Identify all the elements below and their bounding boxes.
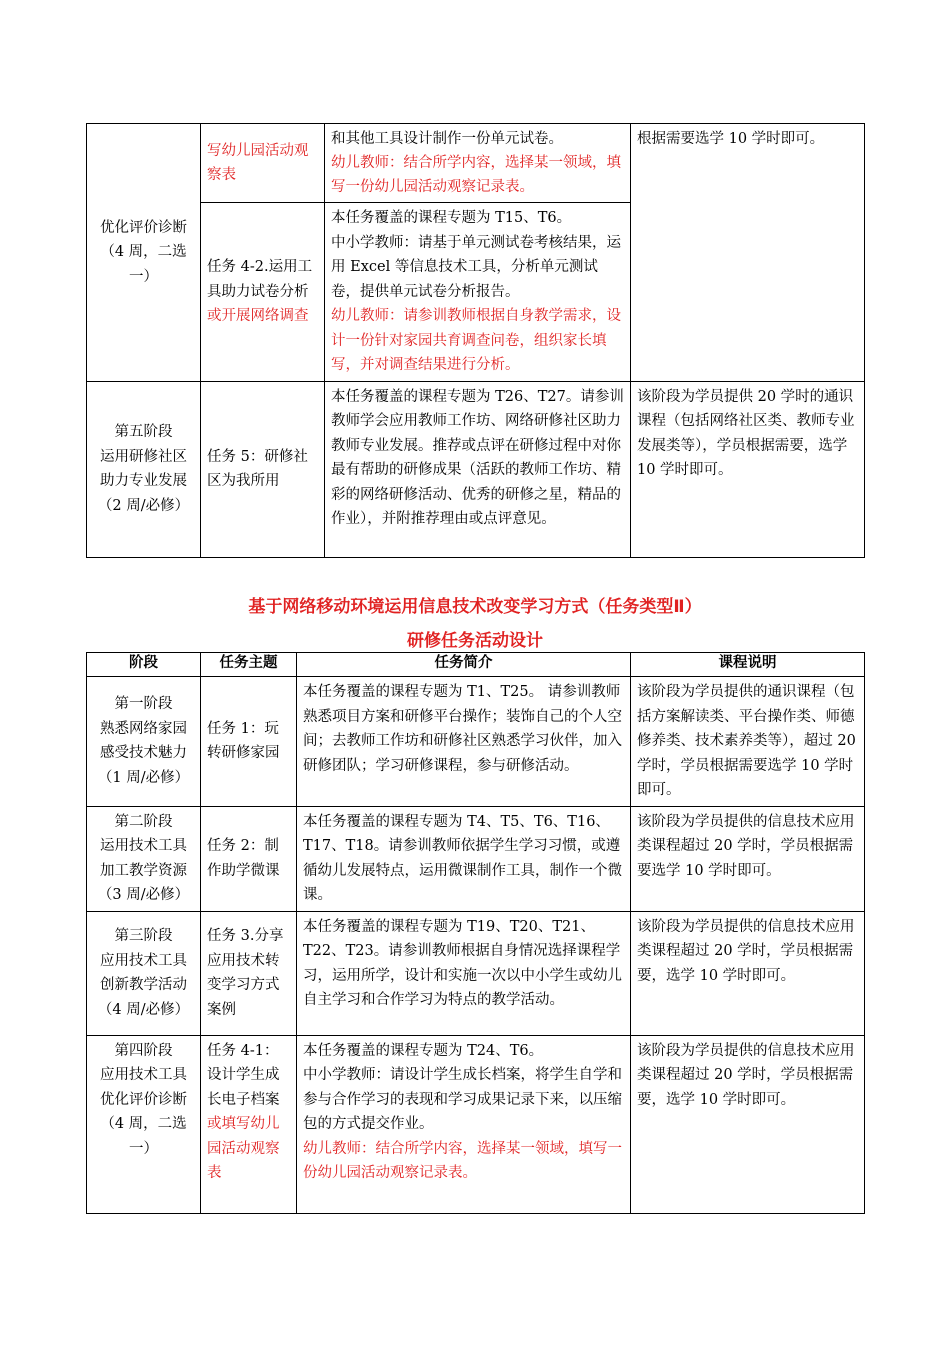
intro-text: 本任务覆盖的课程专题为 T1、T25。 请参训教师熟悉项目方案和研修平台操作；装饰自己的个人空间；去教师工作坊和研修社区熟悉学习伙伴，加入研修团队；学习研修课程，参与研修活动。 [303, 684, 622, 774]
note-cell [631, 806, 865, 911]
note-cell [631, 1035, 865, 1213]
note-text: 该阶段为学员提供的信息技术应用类课程超过 20 学时，学员根据需要，选学 10 学时即可。 [637, 1042, 855, 1108]
task-label: 任务 5：研修社区为我所用 [207, 448, 308, 489]
stage-label: （2 周/必修） [97, 497, 190, 514]
note-cell [631, 381, 865, 557]
intro-text-red: 幼儿教师：结合所学内容，选择某一领域，填写一份幼儿园活动观察记录表。 [331, 155, 621, 195]
stage-label: 运用研修社区助力专业发展 [100, 448, 187, 489]
stage-label: 第一阶段 [114, 696, 173, 713]
task-cell [201, 677, 297, 807]
intro-text: 本任务覆盖的课程专题为 T19、T20、T21、T22、T23。请参训教师根据自身情况选择课程学习，运用所学，设计和实施一次以中小学生或幼儿自主学习和合作学习为特点的教学活动。 [303, 918, 622, 1008]
task-cell [201, 911, 297, 1035]
note-text: 该阶段为学员提供的通识课程（包括方案解读类、平台操作类、师德修养类、技术素养类等），超过 20 学时，学员根据需要选学 10 学时即可。 [637, 684, 856, 798]
intro-cell [325, 124, 631, 203]
stage-label: （3 周/必修） [97, 887, 190, 903]
stage-cell [87, 381, 201, 557]
task-label: 任务 4-1：设计学生成长电子档案 [207, 1042, 280, 1108]
intro-cell [297, 806, 631, 911]
task-label-red: 或填写幼儿园活动观察表 [207, 1116, 280, 1181]
intro-text: 和其他工具设计制作一份单元试卷。 [331, 131, 563, 147]
header-task: 任务主题 [201, 653, 297, 677]
task-cell [201, 1035, 297, 1213]
stage-label: 应用技术工具 [100, 952, 187, 969]
stage-label: 优化评价诊断（4 周，二选一） [100, 219, 187, 285]
intro-text: 中小学教师：请设计学生成长档案，将学生自学和参与合作学习的表现和学习成果记录下来，以压缩包的方式提交作业。 [303, 1067, 622, 1132]
header-stage: 阶段 [87, 653, 201, 677]
intro-text: 本任务覆盖的课程专题为 T24、T6。 [303, 1042, 544, 1059]
stage-label: 第五阶段 [114, 424, 173, 440]
intro-text-red: 幼儿教师：请参训教师根据自身教学需求，设计一份针对家园共育调查问卷，组织家长填写，并对调查结果进行分析。 [331, 308, 621, 373]
stage-label: 应用技术工具 [100, 1067, 187, 1083]
intro-text-red: 幼儿教师：结合所学内容，选择某一领域，填写一份幼儿园活动观察记录表。 [303, 1140, 622, 1181]
intro-cell [297, 1035, 631, 1213]
intro-text: 本任务覆盖的课程专题为 T4、T5、T6、T16、T17、T18。请参训教师依据学生学习习惯，或遵循幼儿发展特点，运用微课制作工具，制作一个微课。 [303, 813, 622, 903]
section-subtitle: 研修任务活动设计 [407, 631, 543, 651]
table-row [87, 806, 865, 911]
stage-label: 熟悉网络家园 [100, 720, 187, 737]
table-row [87, 124, 865, 203]
stage-cell [87, 806, 201, 911]
intro-cell [297, 911, 631, 1035]
table-row [87, 1035, 865, 1213]
stage-label: （4 周，二选一） [100, 1116, 187, 1157]
task-label: 写幼儿园活动观察表 [207, 142, 309, 183]
note-text: 根据需要选学 10 学时即可。 [637, 131, 825, 147]
stage-cell [87, 124, 201, 382]
stage-label: 第四阶段 [114, 1042, 173, 1059]
task-design-table [86, 652, 865, 1214]
intro-text: 本任务覆盖的课程专题为 T26、T27。请参训教师学会应用教师工作坊、网络研修社区助力教师专业发展。推荐或点评在研修过程中对你最有帮助的研修成果（活跃的教师工作坊、精彩的网络研修活动、优秀的研修之星，精品的作业），并附推荐理由或点评意见。 [331, 388, 624, 527]
stage-label: 优化评价诊断 [100, 1091, 187, 1108]
intro-cell [297, 677, 631, 807]
stage-label: 加工教学资源 [100, 862, 187, 879]
stage-label: 运用技术工具 [100, 838, 187, 854]
task-label: 任务 1：玩转研修家园 [207, 720, 280, 762]
section-title: 基于网络移动环境运用信息技术改变学习方式（任务类型Ⅱ） [248, 597, 702, 617]
stage-cell [87, 677, 201, 807]
intro-cell [325, 381, 631, 557]
note-cell [631, 911, 865, 1035]
note-text: 该阶段为学员提供的信息技术应用类课程超过 20 学时，学员根据需要，选学 10 学时即可。 [637, 918, 855, 984]
header-intro: 任务简介 [297, 653, 631, 677]
stage-cell [87, 1035, 201, 1213]
note-cell [631, 677, 865, 807]
stage-cell [87, 911, 201, 1035]
stage-label: 感受技术魅力 [100, 745, 187, 762]
stage-label: 创新教学活动 [100, 977, 187, 993]
table-row [87, 911, 865, 1035]
intro-text: 中小学教师：请基于单元测试卷考核结果，运用 Excel 等信息技术工具，分析单元测试卷，提供单元试卷分析报告。 [331, 234, 621, 300]
stage-label: 第三阶段 [114, 928, 173, 944]
header-note: 课程说明 [631, 653, 865, 677]
task-cell [201, 806, 297, 911]
intro-cell [325, 203, 631, 382]
stage-label: （4 周/必修） [97, 1001, 190, 1018]
table-row [87, 381, 865, 557]
task-label-red: 或开展网络调查 [207, 308, 309, 324]
stage-label: 第二阶段 [114, 813, 173, 830]
header-row [87, 653, 865, 677]
table-row [87, 677, 865, 807]
task-label: 任务 4-2.运用工具助力试卷分析 [207, 259, 313, 300]
task-label: 任务 3.分享应用技术转变学习方式案例 [207, 928, 284, 1018]
task-cell [201, 381, 325, 557]
task-label: 任务 2：制作助学微课 [207, 838, 280, 879]
note-text: 该阶段为学员提供 20 学时的通识课程（包括网络社区类、教师专业发展类等），学员根据需要，选学 10 学时即可。 [637, 388, 855, 478]
task-cell [201, 203, 325, 382]
intro-text: 本任务覆盖的课程专题为 T15、T6。 [331, 210, 572, 226]
continued-task-table [86, 123, 865, 558]
note-text: 该阶段为学员提供的信息技术应用类课程超过 20 学时，学员根据需要选学 10 学时即可。 [637, 813, 855, 879]
note-cell [631, 124, 865, 382]
stage-label: （1 周/必修） [97, 769, 190, 786]
task-cell [201, 124, 325, 203]
